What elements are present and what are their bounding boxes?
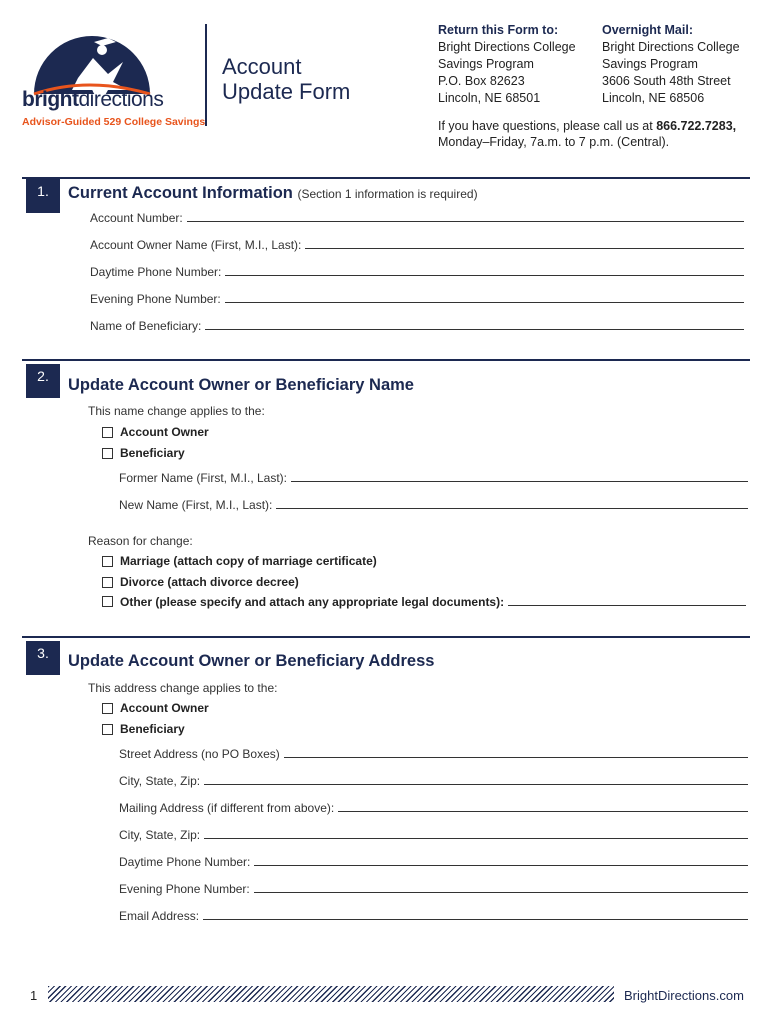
address-change-owner-checkbox[interactable]: Account Owner — [102, 701, 209, 715]
section-2-number: 2. — [26, 364, 60, 398]
name-change-owner-checkbox[interactable]: Account Owner — [102, 425, 209, 439]
address-daytime-phone-field[interactable]: Daytime Phone Number: — [119, 855, 748, 869]
section-1-rule — [22, 177, 750, 179]
contact-info: If you have questions, please call us at 866.722.7283, Monday–Friday, 7a.m. to 7 p.m. (Central). — [438, 119, 737, 149]
account-number-field[interactable]: Account Number: — [90, 211, 744, 225]
header-divider — [205, 24, 207, 126]
section-2-rule — [22, 359, 750, 361]
daytime-phone-field[interactable]: Daytime Phone Number: — [90, 265, 744, 279]
city-state-zip-field[interactable]: City, State, Zip: — [119, 774, 748, 788]
name-change-beneficiary-checkbox[interactable]: Beneficiary — [102, 446, 185, 460]
account-owner-name-field[interactable]: Account Owner Name (First, M.I., Last): — [90, 238, 744, 252]
section-2-title: Update Account Owner or Beneficiary Name — [68, 376, 414, 394]
mailing-city-state-zip-field[interactable]: City, State, Zip: — [119, 828, 748, 842]
reason-marriage-checkbox[interactable]: Marriage (attach copy of marriage certificate) — [102, 554, 377, 568]
logo-wordmark: brightdirections — [22, 88, 164, 111]
reason-divorce-checkbox[interactable]: Divorce (attach divorce decree) — [102, 575, 299, 589]
former-name-field[interactable]: Former Name (First, M.I., Last): — [119, 471, 748, 485]
mailing-address-field[interactable]: Mailing Address (if different from above): — [119, 801, 748, 815]
beneficiary-name-field[interactable]: Name of Beneficiary: — [90, 319, 744, 333]
footer-hatch-band — [48, 986, 614, 1002]
logo-tagline: Advisor-Guided 529 College Savings — [22, 116, 206, 128]
address-evening-phone-field[interactable]: Evening Phone Number: — [119, 882, 748, 896]
section-1-number: 1. — [26, 179, 60, 213]
email-address-field[interactable]: Email Address: — [119, 909, 748, 923]
name-change-applies-label: This name change applies to the: — [88, 404, 265, 418]
new-name-field[interactable]: New Name (First, M.I., Last): — [119, 498, 748, 512]
return-address: Return this Form to: Bright Directions College Savings Program P.O. Box 82623 Lincoln, NE 68501 — [438, 23, 576, 105]
section-3-rule — [22, 636, 750, 638]
reason-other-checkbox[interactable]: Other (please specify and attach any appropriate legal documents): — [102, 595, 746, 609]
street-address-field[interactable]: Street Address (no PO Boxes) — [119, 747, 748, 761]
form-title: Account Update Form — [222, 54, 351, 104]
website-link[interactable]: BrightDirections.com — [624, 988, 744, 1003]
section-3-title: Update Account Owner or Beneficiary Address — [68, 652, 435, 670]
overnight-address: Overnight Mail: Bright Directions College Savings Program 3606 South 48th Street Lincoln, NE 68506 — [602, 23, 740, 105]
section-3-number: 3. — [26, 641, 60, 675]
address-change-beneficiary-checkbox[interactable]: Beneficiary — [102, 722, 185, 736]
address-change-applies-label: This address change applies to the: — [88, 681, 278, 695]
reason-label: Reason for change: — [88, 534, 193, 548]
evening-phone-field[interactable]: Evening Phone Number: — [90, 292, 744, 306]
section-1-title: Current Account Information (Section 1 information is required) — [68, 184, 478, 202]
page-number: 1 — [30, 988, 38, 1003]
